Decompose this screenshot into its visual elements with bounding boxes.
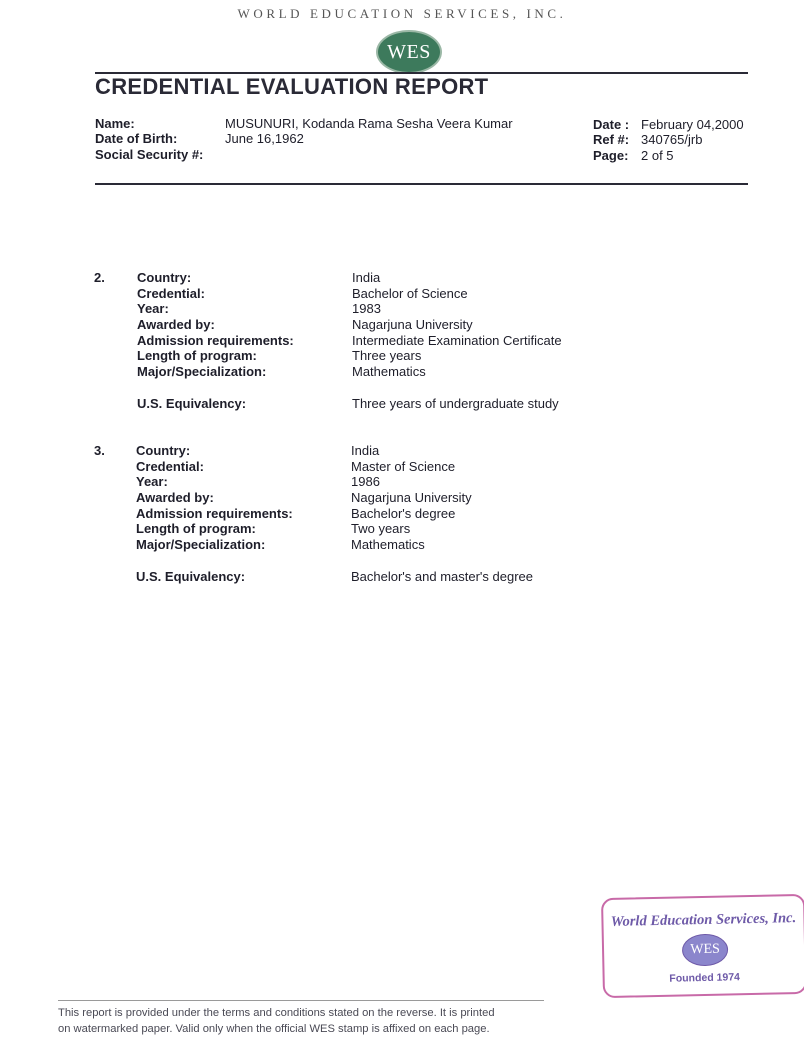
field-label: Country: xyxy=(136,443,191,458)
field-label: Year: xyxy=(137,301,169,316)
ssn-label: Social Security #: xyxy=(95,147,204,162)
field-value: Nagarjuna University xyxy=(351,490,472,505)
field-value: Bachelor of Science xyxy=(352,286,468,301)
field-label: Awarded by: xyxy=(136,490,214,505)
field-value: Intermediate Examination Certificate xyxy=(352,333,562,348)
field-label: Credential: xyxy=(136,459,204,474)
field-value: Mathematics xyxy=(351,537,425,552)
field-value: Nagarjuna University xyxy=(352,317,473,332)
field-value: Two years xyxy=(351,521,411,536)
footer-rule xyxy=(58,1000,544,1001)
equivalency-value: Three years of undergraduate study xyxy=(352,396,559,411)
field-value: Three years xyxy=(352,348,422,363)
name-label: Name: xyxy=(95,116,135,131)
date-label: Date : xyxy=(593,117,630,132)
field-label: Admission requirements: xyxy=(137,333,294,348)
credential-number: 3. xyxy=(94,443,105,458)
equivalency-label: U.S. Equivalency: xyxy=(136,569,246,584)
field-label: Major/Specialization: xyxy=(137,364,267,379)
field-value: 1983 xyxy=(352,301,381,316)
official-stamp xyxy=(601,894,804,998)
credential-number: 2. xyxy=(94,270,105,285)
name-value: MUSUNURI, Kodanda Rama Sesha Veera Kumar xyxy=(225,116,513,131)
field-value: Mathematics xyxy=(352,364,426,379)
field-label: Length of program: xyxy=(137,348,257,363)
header-rule-bottom xyxy=(95,183,748,185)
organization-name: WORLD EDUCATION SERVICES, INC. xyxy=(237,6,567,21)
dob-value: June 16,1962 xyxy=(225,131,304,146)
page-value: 2 of 5 xyxy=(641,148,674,163)
equivalency-value: Bachelor's and master's degree xyxy=(351,569,534,584)
field-label: Year: xyxy=(136,474,168,489)
field-label: Credential: xyxy=(137,286,205,301)
field-value: Master of Science xyxy=(351,459,456,474)
footer-line: This report is provided under the terms and conditions stated on the reverse. It is printed xyxy=(58,1007,495,1019)
date-value: February 04,2000 xyxy=(641,117,744,132)
equivalency-label: U.S. Equivalency: xyxy=(137,396,247,411)
field-value: India xyxy=(352,270,381,285)
field-label: Major/Specialization: xyxy=(136,537,266,552)
footer-note xyxy=(58,1005,558,1037)
field-label: Admission requirements: xyxy=(136,506,293,521)
dob-label: Date of Birth: xyxy=(95,131,178,146)
field-value: Bachelor's degree xyxy=(351,506,456,521)
ref-label: Ref #: xyxy=(593,132,630,147)
field-label: Length of program: xyxy=(136,521,256,536)
field-value: 1986 xyxy=(351,474,380,489)
page-title: CREDENTIAL EVALUATION REPORT xyxy=(95,74,489,99)
field-value: India xyxy=(351,443,380,458)
stamp-logo: WES xyxy=(682,934,729,967)
page-label: Page: xyxy=(593,148,629,163)
field-label: Country: xyxy=(137,270,192,285)
field-label: Awarded by: xyxy=(137,317,215,332)
stamp-founded: Founded 1974 xyxy=(669,971,741,985)
footer-line: on watermarked paper. Valid only when the official WES stamp is affixed on each page. xyxy=(58,1023,490,1035)
stamp-organization: World Education Services, Inc. xyxy=(610,910,797,930)
ref-value: 340765/jrb xyxy=(641,132,703,147)
wes-logo: WES xyxy=(376,30,442,74)
